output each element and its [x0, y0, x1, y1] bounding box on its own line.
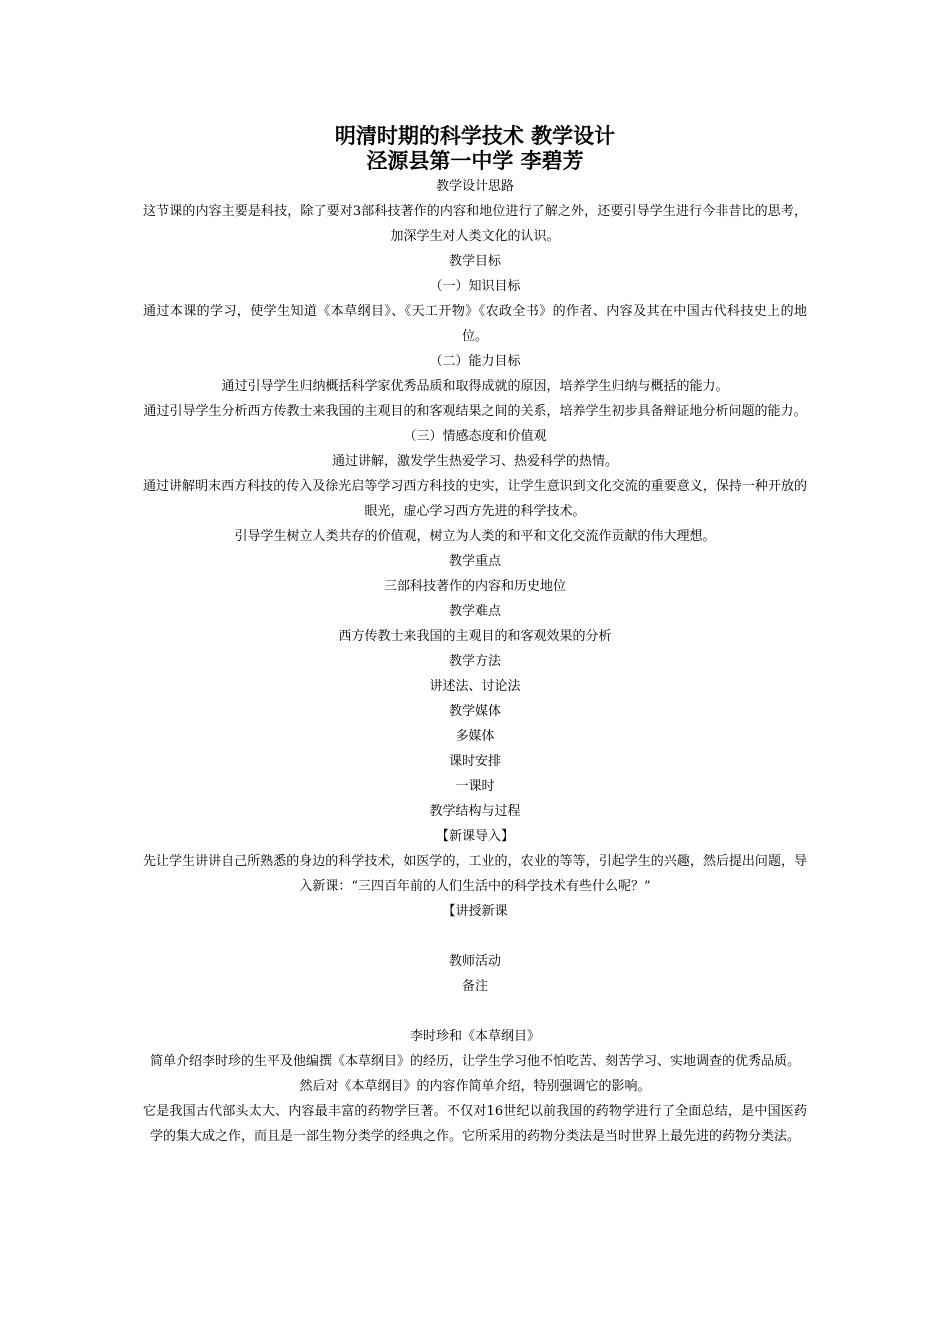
knowledge-heading: （一）知识目标	[429, 279, 521, 294]
section1-text-3: 它是我国古代部头太大、内容最丰富的药物学巨著。不仅对16世纪以前我国的药物学进行了全面总结，是中国医药学的集大成之作，而且是一部生物分类学的经典之作。它所采用的药物分类法是当时世界上最先进的药物分类法。	[143, 1104, 807, 1144]
difficulty-text: 西方传教士来我国的主观目的和客观效果的分析	[338, 629, 612, 644]
section1-text-1: 简单介绍李时珍的生平及他编撰《本草纲目》的经历，让学生学习他不怕吃苦、刻苦学习、实地调查的优秀品质。	[149, 1054, 800, 1069]
intro-heading: 【新课导入】	[435, 829, 514, 844]
emotion-text-1: 通过讲解，激发学生热爱学习、热爱科学的热情。	[331, 454, 618, 469]
design-idea-heading: 教学设计思路	[435, 179, 514, 194]
ability-text-2: 通过引导学生分析西方传教士来我国的主观目的和客观结果之间的关系，培养学生初步具备辩证地分析问题的能力。	[143, 404, 807, 419]
blank-line	[143, 999, 807, 1024]
design-idea-text: 这节课的内容主要是科技，除了要对3部科技著作的内容和地位进行了解之外，还要引导学生进行今非昔比的思考，加深学生对人类文化的认识。	[143, 204, 807, 244]
section1-text-2: 然后对《本草纲目》的内容作简单介绍，特别强调它的影响。	[299, 1079, 651, 1094]
teaching-heading: 【讲授新课	[442, 904, 508, 919]
method-heading: 教学方法	[448, 654, 501, 669]
emotion-heading: （三）情感态度和价值观	[403, 429, 547, 444]
key-point-heading: 教学重点	[448, 554, 501, 569]
media-text: 多媒体	[455, 729, 495, 744]
document-page	[143, 124, 807, 1149]
method-text: 讲述法、讨论法	[429, 679, 521, 694]
structure-heading: 教学结构与过程	[429, 804, 521, 819]
emotion-text-3: 引导学生树立人类共存的价值观，树立为人类的和平和文化交流作贡献的伟大理想。	[234, 529, 716, 544]
blank-line	[143, 924, 807, 949]
key-point-text: 三部科技著作的内容和历史地位	[383, 579, 566, 594]
emotion-text-2: 通过讲解明末西方科技的传入及徐光启等学习西方科技的史实，让学生意识到文化交流的重要意义，保持一种开放的眼光，虚心学习西方先进的科学技术。	[143, 479, 807, 519]
remarks-label: 备注	[461, 979, 488, 994]
ability-heading: （二）能力目标	[429, 354, 521, 369]
ability-text-1: 通过引导学生归纳概括科学家优秀品质和取得成就的原因，培养学生归纳与概括的能力。	[221, 379, 729, 394]
teacher-activity-label: 教师活动	[448, 954, 501, 969]
document-title: 明清时期的科学技术 教学设计	[334, 124, 616, 148]
section1-heading: 李时珍和《本草纲目》	[409, 1029, 540, 1044]
difficulty-heading: 教学难点	[448, 604, 501, 619]
schedule-text: 一课时	[455, 779, 495, 794]
media-heading: 教学媒体	[448, 704, 501, 719]
intro-text: 先让学生讲讲自己所熟悉的身边的科学技术，如医学的，工业的，农业的等等，引起学生的兴趣，然后提出问题，导入新课：“三四百年前的人们生活中的科学技术有些什么呢？”	[143, 854, 807, 894]
objectives-heading: 教学目标	[448, 254, 501, 269]
document-author: 泾源县第一中学 李碧芳	[366, 149, 584, 173]
schedule-heading: 课时安排	[448, 754, 501, 769]
knowledge-text: 通过本课的学习，使学生知道《本草纲目》、《天工开物》《农政全书》的作者、内容及其在中国古代科技史上的地位。	[143, 304, 807, 344]
